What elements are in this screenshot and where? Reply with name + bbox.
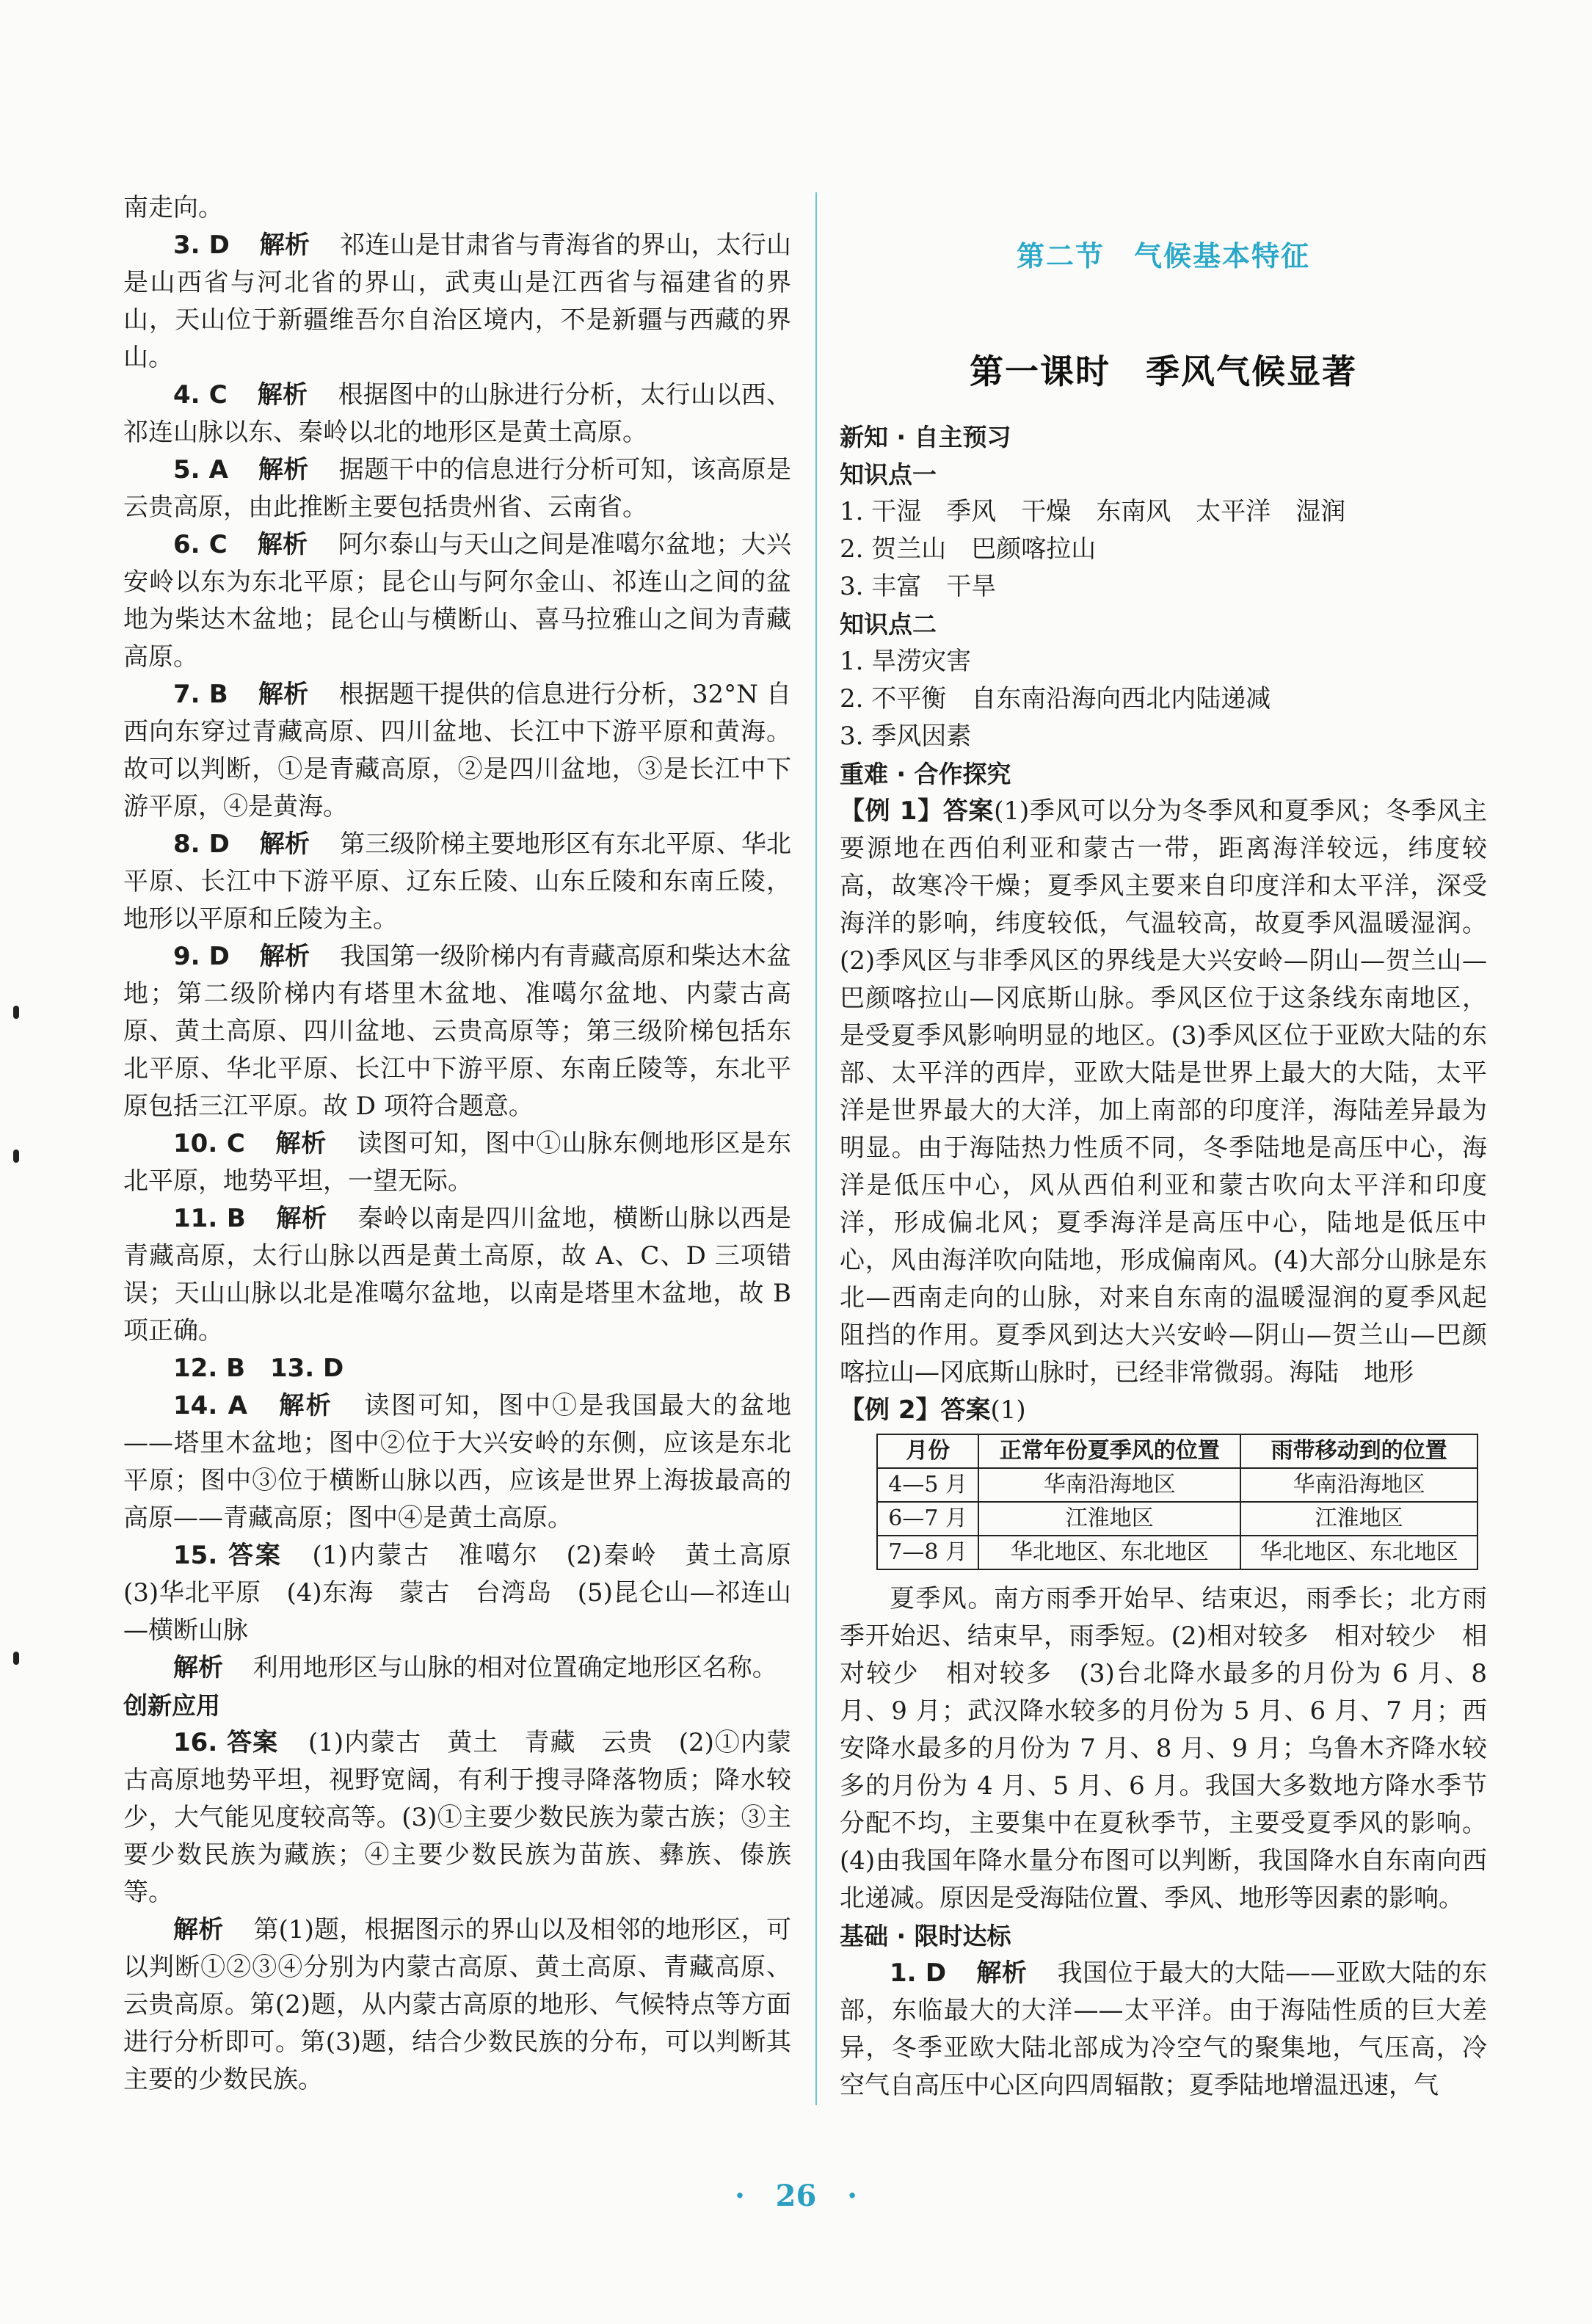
answer-item [123, 1200, 791, 1350]
analysis-text: 我国第一级阶梯内有青藏高原和柴达木盆地；第二级阶梯内有塔里木盆地、准噶尔盆地、内蒙古高原、黄土高原、四川盆地、云贵高原等；第三级阶梯包括东北平原、华北平原、长江中下游平原、东南丘陵等，东北平原包括三江平原。故 D 项符合题意。 [123, 942, 792, 1121]
analysis-text: 据题干中的信息进行分析可知，该高原是云贵高原，由此推断主要包括贵州省、云南省。 [123, 455, 791, 522]
question-number: 15. 答案 [173, 1541, 283, 1570]
table-row [877, 1536, 1477, 1569]
kp1-item: 2. 贺兰山 巴颜喀拉山 [840, 534, 1097, 564]
example-label: 【例 1】答案 [840, 796, 995, 826]
scan-mark [13, 1652, 19, 1665]
table-cell: 江淮地区 [1240, 1502, 1477, 1536]
kp2-item: 1. 旱涝灾害 [840, 647, 972, 676]
analysis-label: 解析 [257, 380, 308, 410]
analysis-label: 解析 [277, 1391, 333, 1420]
scan-mark [13, 1006, 19, 1019]
example-text: (1)季风可以分为冬季风和夏季风；冬季风主要源地在西伯利亚和蒙古一带，距离海洋较远，纬度较高，故寒冷干燥；夏季风主要来自印度洋和太平洋，深受海洋的影响，纬度较低，气温较高，故夏季风温暖湿润。(2)季风区与非季风区的界线是大兴安岭—阴山—贺兰山—巴颜喀拉山—冈底斯山脉。季风区位于这条线东南地区，是受夏季风影响明显的地区。(3)季风区位于亚欧大陆的东部、太平洋的西岸，亚欧大陆是世界上最大的大陆，太平洋是世界最大的大洋，加上南部的印度洋，海陆差异最为明显。由于海陆热力性质不同，冬季陆地是高压中心，海洋是低压中心，风从西伯利亚和蒙古吹向太平洋和印度洋，形成偏北风；夏季海洋是高压中心，陆地是低压中心，风由海洋吹向陆地，形成偏南风。(4)大部分山脉是东北—西南走向的山脉，对来自东南的温暖湿润的夏季风起阻挡的作用。夏季风到达大兴安岭—阴山—贺兰山—巴颜喀拉山—冈底斯山脉时，已经非常微弱。海陆 地形 [840, 796, 1487, 1387]
question-number: 9. D [173, 942, 230, 971]
analysis-text: 祁连山是甘肃省与青海省的界山，太行山是山西省与河北省的界山，武夷山是江西省与福建省的界山，天山位于新疆维吾尔自治区境内，不是新疆与西藏的界山。 [123, 230, 792, 372]
table-header: 月份 [877, 1434, 978, 1468]
analysis-text: (1)内蒙古 黄土 青藏 云贵 (2)①内蒙古高原地势平坦，视野宽阔，有利于搜寻降落物质；降水较少，大气能见度较高等。(3)①主要少数民族为蒙古族；③主要少数民族为藏族；④主要少数民族为苗族、彝族、傣族等。 [123, 1728, 791, 1907]
analysis-text: 阿尔泰山与天山之间是准噶尔盆地；大兴安岭以东为东北平原；昆仑山与阿尔金山、祁连山之间的盆地为柴达木盆地；昆仑山与横断山、喜马拉雅山之间为青藏高原。 [123, 530, 792, 672]
answer-item [123, 1350, 791, 1387]
answer-item [123, 526, 791, 676]
lesson-title: 第一课时 季风气候显著 [970, 352, 1357, 391]
question-1 [840, 1955, 1487, 2105]
question-number: 1. D [890, 1958, 947, 1988]
analysis-label: 解析 [173, 1653, 223, 1682]
table-cell: 华南沿海地区 [978, 1468, 1240, 1502]
question-number: 5. A [173, 455, 228, 484]
analysis-label: 解析 [975, 1958, 1028, 1988]
analysis-text: (1)内蒙古 准噶尔 (2)秦岭 黄土高原 (3)华北平原 (4)东海 蒙古 台湾岛 (5)昆仑山—祁连山—横断山脉 [123, 1541, 816, 1645]
kp1-item: 1. 干湿 季风 干燥 东南风 太平洋 湿润 [840, 497, 1346, 526]
answer-item [123, 1649, 791, 1687]
analysis-text: 利用地形区与山脉的相对位置确定地形区名称。 [252, 1653, 777, 1682]
table-cell: 华北地区、东北地区 [978, 1536, 1240, 1569]
answer-item [123, 377, 791, 451]
scan-mark [13, 1150, 19, 1163]
table-cell: 江淮地区 [978, 1502, 1240, 1536]
example-text: (1) [990, 1395, 1026, 1425]
answer-item [123, 676, 791, 826]
subsection-heading: 基础 · 限时达标 [840, 1922, 1011, 1950]
analysis-label: 解析 [275, 1129, 327, 1158]
analysis-label: 解析 [259, 829, 310, 859]
analysis-label: 解析 [257, 530, 308, 559]
column-divider [815, 192, 817, 2105]
table-cell: 华北地区、东北地区 [1240, 1536, 1477, 1569]
knowledge-point-heading: 知识点一 [840, 460, 937, 489]
answer-item [123, 1387, 791, 1537]
right-column [840, 418, 1487, 2105]
page-number-value: 26 [775, 2179, 817, 2213]
answer-item [123, 1911, 791, 2099]
table-cell: 6—7 月 [877, 1502, 978, 1536]
question-number: 12. B 13. D [173, 1354, 344, 1383]
question-number: 6. C [173, 530, 228, 559]
question-number: 10. C [173, 1129, 245, 1158]
analysis-label: 解析 [259, 942, 310, 971]
kp2-item: 3. 季风因素 [840, 722, 972, 751]
analysis-text: 读图可知，图中①山脉东侧地形区是东北平原，地势平坦，一望无际。 [123, 1129, 792, 1196]
question-number: 3. D [173, 230, 230, 260]
answer-item [123, 1724, 791, 1911]
table-row [877, 1468, 1477, 1502]
table-cell: 4—5 月 [877, 1468, 978, 1502]
kp1-item: 3. 丰富 干旱 [840, 572, 997, 601]
question-number: 14. A [173, 1391, 247, 1420]
example-label: 【例 2】答案 [840, 1395, 991, 1425]
knowledge-point-heading: 知识点二 [840, 610, 937, 639]
kp2-item: 2. 不平衡 自东南沿海向西北内陆递减 [840, 684, 1271, 713]
example-2-intro [840, 1392, 1487, 1429]
question-number: 7. B [173, 680, 228, 709]
analysis-text: 第(1)题，根据图示的界山以及相邻的地形区，可以判断①②③④分别为内蒙古高原、黄土高原、青藏高原、云贵高原。第(2)题，从内蒙古高原的地形、气候特点等方面进行分析即可。第(3)题，结合少数民族的分布，可以判断其主要的少数民族。 [123, 1915, 791, 2094]
left-column [123, 189, 816, 2099]
subsection-heading: 新知 · 自主预习 [840, 423, 1011, 451]
answer-item [123, 826, 791, 938]
question-number: 8. D [173, 829, 230, 859]
analysis-text: 根据图中的山脉进行分析，太行山以西、祁连山脉以东、秦岭以北的地形区是黄土高原。 [123, 380, 792, 447]
table-cell: 7—8 月 [877, 1536, 978, 1569]
analysis-label: 解析 [259, 230, 310, 260]
analysis-text: 秦岭以南是四川盆地，横断山脉以西是青藏高原，太行山脉以西是黄土高原，故 A、C、D 三项错误；天山山脉以北是准噶尔盆地，以南是塔里木盆地，故 B 项正确。 [123, 1204, 792, 1346]
subsection-heading: 重难 · 合作探究 [840, 760, 1011, 788]
question-number: 16. 答案 [173, 1728, 279, 1757]
answer-item [123, 938, 791, 1125]
section-title: 第二节 气候基本特征 [1016, 240, 1310, 272]
analysis-label: 解析 [258, 455, 309, 484]
analysis-text: 读图可知，图中①是我国最大的盆地——塔里木盆地；图中②位于大兴安岭的东侧，应该是东北平原；图中③位于横断山脉以西，应该是世界上海拔最高的高原——青藏高原；图中④是黄土高原。 [123, 1391, 792, 1533]
analysis-label: 解析 [275, 1204, 327, 1233]
table-header: 雨带移动到的位置 [1240, 1434, 1477, 1468]
page-number: · 26 · [734, 2179, 858, 2213]
answer-item [123, 1537, 816, 1649]
question-number: 4. C [173, 380, 228, 410]
analysis-text: 我国位于最大的大陆——亚欧大陆的东部，东临最大的大洋——太平洋。由于海陆性质的巨大差异，冬季亚欧大陆北部成为冷空气的聚集地，气压高，冷空气自高压中心区向四周辐散；夏季陆地增温迅速，气 [840, 1958, 1487, 2100]
answer-item [123, 1125, 791, 1200]
subsection-heading: 创新应用 [123, 1691, 220, 1720]
rain-belt-table [876, 1434, 1478, 1570]
analysis-label: 解析 [258, 680, 309, 709]
table-row [877, 1502, 1477, 1536]
table-header: 正常年份夏季风的位置 [978, 1434, 1240, 1468]
continuation-text: 南走向。 [123, 193, 223, 222]
example-1 [840, 793, 1487, 1392]
analysis-text: 根据题干提供的信息进行分析，32°N 自西向东穿过青藏高原、四川盆地、长江中下游平原和黄海。故可以判断，①是青藏高原，②是四川盆地，③是长江中下游平原，④是黄海。 [123, 680, 792, 821]
question-number: 11. B [173, 1204, 246, 1233]
answer-item [123, 227, 791, 377]
analysis-label: 解析 [173, 1915, 224, 1944]
table-cell: 华南沿海地区 [1240, 1468, 1477, 1502]
example-2-text: 夏季风。南方雨季开始早、结束迟，雨季长；北方雨季开始迟、结束早，雨季短。(2)相对较多 相对较少 相对较少 相对较多 (3)台北降水最多的月份为 6 月、8 月、9 月；武汉降水较多的月份为 5 月、6 月、7 月；西安降水最多的月份为 7 月、8 月、9 月；乌鲁木齐降水较多的月份为 4 月、5 月、6 月。我国大多数地方降水季节分配不均，主要集中在夏秋季节，主要受夏季风的影响。(4)由我国年降水量分布图可以判断，我国降水自东南向西北递减。原因是受海陆位置、季风、地形等因素的影响。 [840, 1584, 1487, 1913]
answer-item [123, 451, 791, 526]
analysis-text: 第三级阶梯主要地形区有东北平原、华北平原、长江中下游平原、辽东丘陵、山东丘陵和东南丘陵，地形以平原和丘陵为主。 [123, 829, 792, 934]
